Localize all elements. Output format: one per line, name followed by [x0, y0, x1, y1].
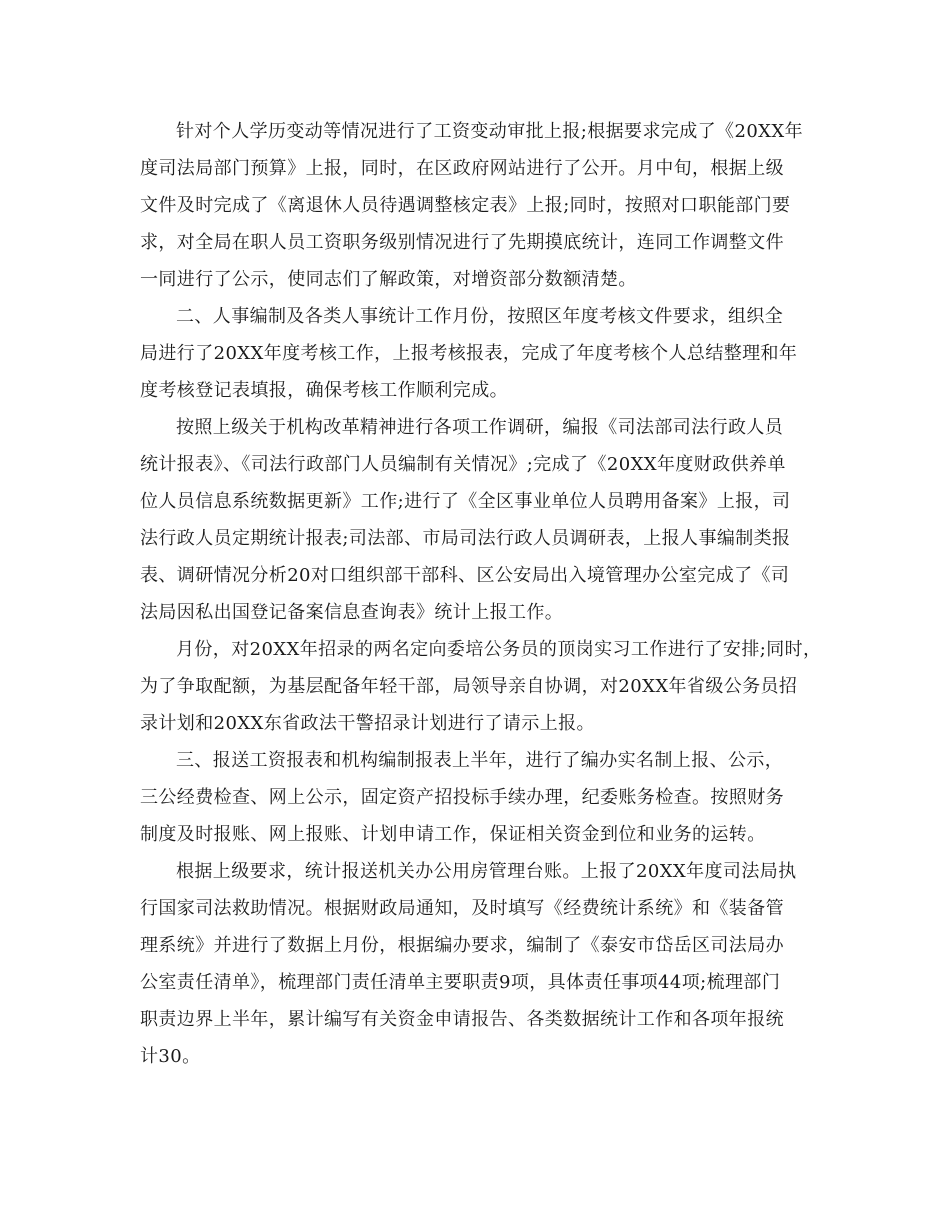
text-line: 二、人事编制及各类人事统计工作月份，按照区年度考核文件要求，组织全	[176, 306, 784, 327]
text-line: 度考核登记表填报，确保考核工作顺利完成。	[140, 380, 508, 401]
text-line: 计30。	[140, 1046, 201, 1067]
text-line: 求，对全局在职人员工资职务级别情况进行了先期摸底统计，连同工作调整文件	[140, 232, 784, 253]
text-line: 按照上级关于机构改革精神进行各项工作调研，编报《司法部司法行政人员	[176, 417, 784, 438]
text-line: 三、报送工资报表和机构编制报表上半年，进行了编办实名制上报、公示，	[176, 750, 784, 771]
text-line: 法局因私出国登记备案信息查询表》统计上报工作。	[140, 602, 564, 623]
text-line: 月份，对20XX年招录的两名定向委培公务员的顶岗实习工作进行了安排;同时，	[176, 639, 822, 660]
text-line: 统计报表》、《司法行政部门人员编制有关情况》;完成了《20XX年度财政供养单	[140, 454, 786, 475]
text-line: 局进行了20XX年度考核工作，上报考核报表，完成了年度考核个人总结整理和年	[140, 343, 798, 364]
text-line: 为了争取配额，为基层配备年轻干部，局领导亲自协调，对20XX年省级公务员招	[140, 676, 798, 697]
text-line: 三公经费检查、网上公示，固定资产招投标手续办理，纪委账务检查。按照财务	[140, 787, 784, 808]
text-line: 度司法局部门预算》上报，同时，在区政府网站进行了公开。月中旬，根据上级	[140, 158, 784, 179]
text-line: 录计划和20XX东省政法干警招录计划进行了请示上报。	[140, 713, 595, 734]
text-line: 理系统》并进行了数据上月份，根据编办要求，编制了《泰安市岱岳区司法局办	[140, 935, 784, 956]
text-line: 位人员信息系统数据更新》工作;进行了《全区事业单位人员聘用备案》上报，司	[140, 491, 791, 512]
text-line: 法行政人员定期统计报表;司法部、市局司法行政人员调研表，上报人事编制类报	[140, 528, 791, 549]
text-line: 根据上级要求，统计报送机关办公用房管理台账。上报了20XX年度司法局执	[176, 861, 797, 882]
text-line: 行国家司法救助情况。根据财政局通知，及时填写《经费统计系统》和《装备管	[140, 898, 784, 919]
text-line: 一同进行了公示，使同志们了解政策，对增资部分数额清楚。	[140, 269, 637, 290]
text-line: 文件及时完成了《离退休人员待遇调整核定表》上报;同时，按照对口职能部门要	[140, 195, 791, 216]
text-line: 公室责任清单》，梳理部门责任清单主要职责9项，具体责任事项44项;梳理部门	[140, 972, 781, 993]
text-line: 职责边界上半年，累计编写有关资金申请报告、各类数据统计工作和各项年报统	[140, 1009, 784, 1030]
text-line: 制度及时报账、网上报账、计划申请工作，保证相关资金到位和业务的运转。	[140, 824, 766, 845]
text-line: 针对个人学历变动等情况进行了工资变动审批上报;根据要求完成了《20XX年	[176, 121, 803, 142]
text-line: 表、调研情况分析20对口组织部干部科、区公安局出入境管理办公室完成了《司	[140, 565, 790, 586]
